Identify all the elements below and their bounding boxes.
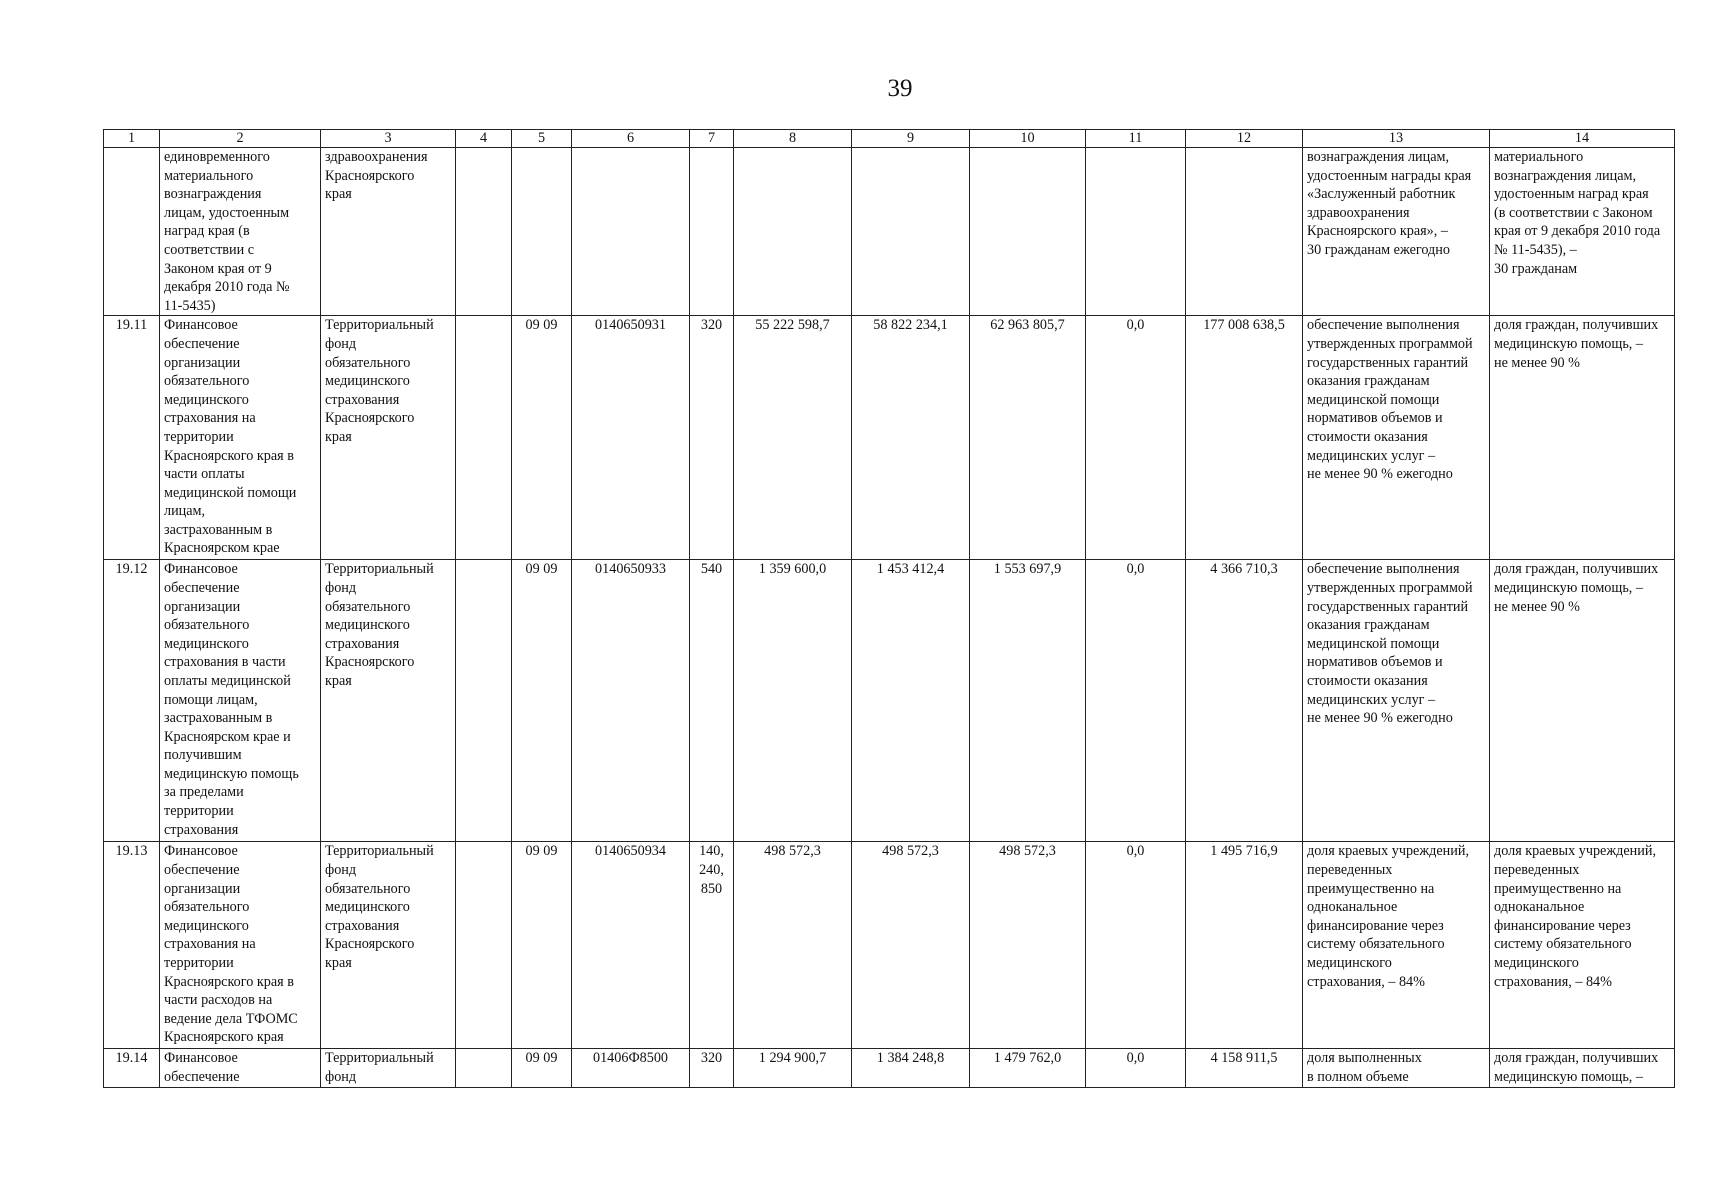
cell <box>456 148 512 316</box>
indicator: доля граждан, получивших медицинскую помощь, – <box>1490 1049 1675 1087</box>
row-number <box>104 148 160 316</box>
amount-other: 0,0 <box>1086 560 1186 842</box>
activity-name: Финансовое обеспечение <box>160 1049 321 1087</box>
table-row <box>104 842 1675 1049</box>
responsible-body: Территориальный фонд обязательного медицинского страхования Красноярского края <box>321 842 456 1049</box>
column-header: 9 <box>852 130 970 148</box>
header-row <box>104 130 1675 148</box>
expense-type: 320 <box>690 316 734 560</box>
amount-year2: 498 572,3 <box>852 842 970 1049</box>
section-code: 09 09 <box>512 316 572 560</box>
cell <box>456 560 512 842</box>
activity-name: Финансовое обеспечение организации обязательного медицинского страхования в части оплаты медицинской помощи лицам, застрахованным в Красноярском крае и получившим медицинскую помощь за пределами территории страхования <box>160 560 321 842</box>
column-header: 10 <box>970 130 1086 148</box>
indicator: доля граждан, получивших медицинскую помощь, – не менее 90 % <box>1490 560 1675 842</box>
target-code: 01406Ф8500 <box>572 1049 690 1087</box>
activity-name: Финансовое обеспечение организации обязательного медицинского страхования на территории Красноярского края в части расходов на ведение дела ТФОМС Красноярского края <box>160 842 321 1049</box>
column-header: 14 <box>1490 130 1675 148</box>
amount-year3 <box>970 148 1086 316</box>
column-header: 2 <box>160 130 321 148</box>
target-code: 0140650933 <box>572 560 690 842</box>
table-row <box>104 148 1675 316</box>
section-code: 09 09 <box>512 560 572 842</box>
page-number: 39 <box>887 75 913 102</box>
target-code: 0140650931 <box>572 316 690 560</box>
row-number: 19.13 <box>104 842 160 1049</box>
table-row <box>104 316 1675 560</box>
amount-total: 4 366 710,3 <box>1186 560 1303 842</box>
amount-year3: 1 553 697,9 <box>970 560 1086 842</box>
responsible-body: Территориальный фонд <box>321 1049 456 1087</box>
amount-other: 0,0 <box>1086 1049 1186 1087</box>
expected-result: доля краевых учреждений, переведенных преимущественно на одноканальное финансирование через систему обязательного медицинского страхования, – 84% <box>1303 842 1490 1049</box>
column-header: 8 <box>734 130 852 148</box>
row-number: 19.12 <box>104 560 160 842</box>
indicator: материального вознаграждения лицам, удостоенным наград края (в соответствии с Законом края от 9 декабря 2010 года № 11-5435), – 30 гражданам <box>1490 148 1675 316</box>
activity-name: Финансовое обеспечение организации обязательного медицинского страхования на территории Красноярского края в части оплаты медицинской помощи лицам, застрахованным в Красноярском крае <box>160 316 321 560</box>
amount-year1 <box>734 148 852 316</box>
amount-year1: 498 572,3 <box>734 842 852 1049</box>
column-header: 7 <box>690 130 734 148</box>
target-code <box>572 148 690 316</box>
column-header: 5 <box>512 130 572 148</box>
amount-year3: 62 963 805,7 <box>970 316 1086 560</box>
amount-year1: 1 359 600,0 <box>734 560 852 842</box>
responsible-body: здравоохранения Красноярского края <box>321 148 456 316</box>
expense-type: 320 <box>690 1049 734 1087</box>
column-header: 13 <box>1303 130 1490 148</box>
amount-other: 0,0 <box>1086 842 1186 1049</box>
expense-type <box>690 148 734 316</box>
expected-result: обеспечение выполнения утвержденных программой государственных гарантий оказания гражданам медицинской помощи нормативов объемов и стоимости оказания медицинских услуг – не менее 90 % ежегодно <box>1303 560 1490 842</box>
column-header: 12 <box>1186 130 1303 148</box>
amount-total: 1 495 716,9 <box>1186 842 1303 1049</box>
table-row <box>104 1049 1675 1087</box>
amount-other <box>1086 148 1186 316</box>
budget-table <box>103 129 1675 1088</box>
expense-type: 140, 240, 850 <box>690 842 734 1049</box>
expected-result: доля выполненных в полном объеме <box>1303 1049 1490 1087</box>
indicator: доля граждан, получивших медицинскую помощь, – не менее 90 % <box>1490 316 1675 560</box>
amount-total: 4 158 911,5 <box>1186 1049 1303 1087</box>
indicator: доля краевых учреждений, переведенных преимущественно на одноканальное финансирование через систему обязательного медицинского страхования, – 84% <box>1490 842 1675 1049</box>
amount-total <box>1186 148 1303 316</box>
amount-year1: 55 222 598,7 <box>734 316 852 560</box>
section-code: 09 09 <box>512 842 572 1049</box>
cell <box>456 316 512 560</box>
column-header: 6 <box>572 130 690 148</box>
amount-other: 0,0 <box>1086 316 1186 560</box>
cell <box>456 842 512 1049</box>
column-header: 3 <box>321 130 456 148</box>
responsible-body: Территориальный фонд обязательного медицинского страхования Красноярского края <box>321 560 456 842</box>
column-header: 11 <box>1086 130 1186 148</box>
amount-year2 <box>852 148 970 316</box>
target-code: 0140650934 <box>572 842 690 1049</box>
expense-type: 540 <box>690 560 734 842</box>
amount-year3: 498 572,3 <box>970 842 1086 1049</box>
activity-name: единовременного материального вознаграждения лицам, удостоенным наград края (в соответствии с Законом края от 9 декабря 2010 года № 11-5435) <box>160 148 321 316</box>
expected-result: вознаграждения лицам, удостоенным награды края «Заслуженный работник здравоохранения Красноярского края», – 30 гражданам ежегодно <box>1303 148 1490 316</box>
column-header: 4 <box>456 130 512 148</box>
amount-year2: 1 453 412,4 <box>852 560 970 842</box>
amount-year2: 58 822 234,1 <box>852 316 970 560</box>
section-code: 09 09 <box>512 1049 572 1087</box>
responsible-body: Территориальный фонд обязательного медицинского страхования Красноярского края <box>321 316 456 560</box>
amount-year1: 1 294 900,7 <box>734 1049 852 1087</box>
row-number: 19.11 <box>104 316 160 560</box>
expected-result: обеспечение выполнения утвержденных программой государственных гарантий оказания гражданам медицинской помощи нормативов объемов и стоимости оказания медицинских услуг – не менее 90 % ежегодно <box>1303 316 1490 560</box>
table-row <box>104 560 1675 842</box>
row-number: 19.14 <box>104 1049 160 1087</box>
column-header: 1 <box>104 130 160 148</box>
section-code <box>512 148 572 316</box>
amount-year3: 1 479 762,0 <box>970 1049 1086 1087</box>
amount-year2: 1 384 248,8 <box>852 1049 970 1087</box>
amount-total: 177 008 638,5 <box>1186 316 1303 560</box>
cell <box>456 1049 512 1087</box>
